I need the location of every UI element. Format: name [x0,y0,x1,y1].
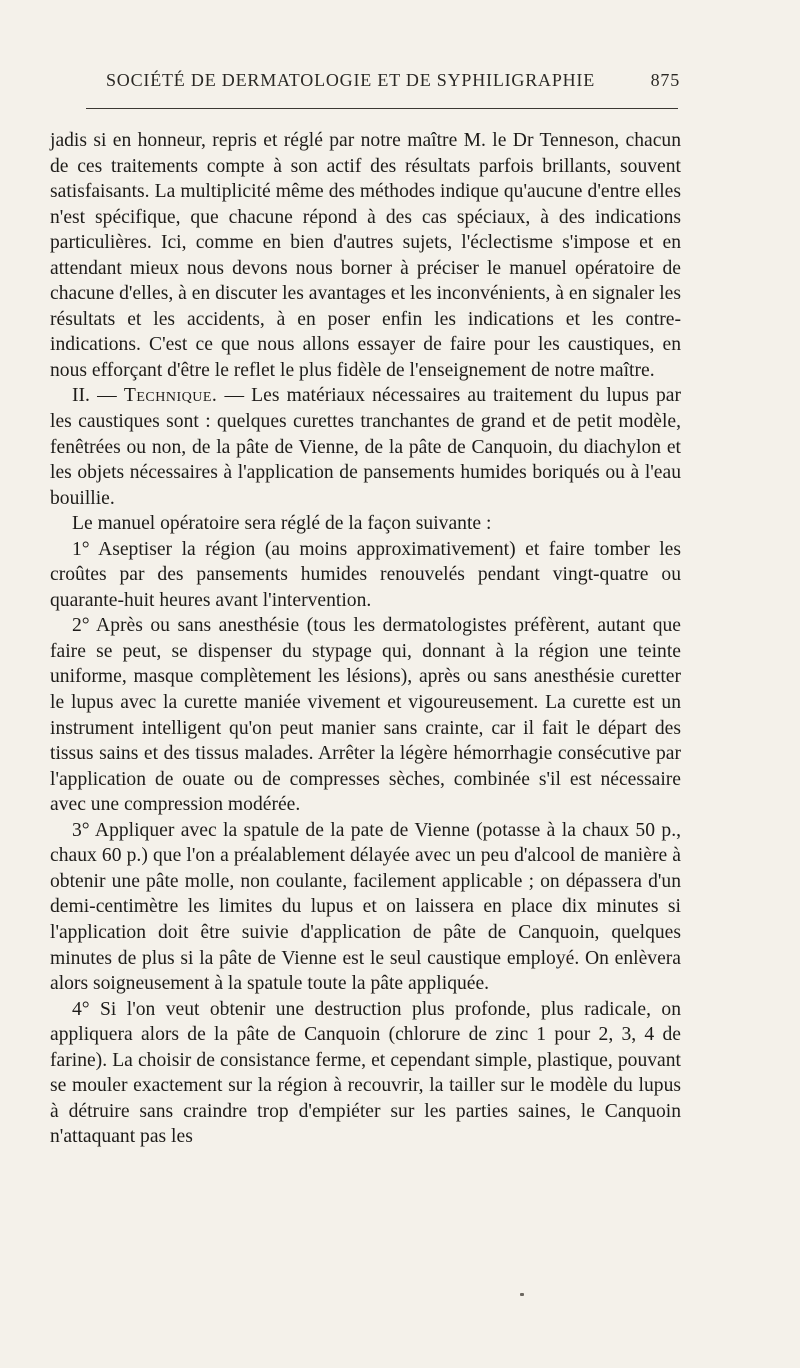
running-title: SOCIÉTÉ DE DERMATOLOGIE ET DE SYPHILIGRAPHIE [106,70,596,90]
header-rule [86,108,678,109]
paragraph-step-2: 2° Après ou sans anesthésie (tous les dermatologistes préfèrent, autant que faire se peut, se dispenser du stypage qui, donnant à la région une teinte uniforme, masque complètement les lésions), après ou sans anesthésie curetter le lupus avec la curette maniée vivement et vigoureusement. La curette est un instrument intelligent qu'on peut manier sans crainte, car il fait le départ des tissus sains et des tissus malades. Arrêter la légère hémorrhagie consécutive par l'application de ouate ou de compresses sèches, combinée s'il est nécessaire avec une compression modérée. [50,615,681,816]
paragraph-section-ii [50,383,681,511]
running-header [106,70,680,91]
section-heading: Technique. [123,385,218,407]
paragraph-step-3: 3° Appliquer avec la spatule de la pate de Vienne (potasse à la chaux 50 p., chaux 60 p.) que l'on a préalablement délayée avec un peu d'alcool de manière à obtenir une pâte molle, non coulante, facilement applicable ; on dépassera d'un demi-centimètre les limites du lupus et on laissera en place dix minutes si l'application doit être suivie d'application de pâte de Canquoin, quelques minutes de plus si la pâte de Vienne est le seul caustique employé. On enlèvera alors soigneusement à la spatule toute la pâte appliquée. [50,819,681,995]
body-text [50,128,681,1150]
printer-mark [520,1293,524,1296]
section-number: II. — [72,385,117,407]
paragraph-manuel: Le manuel opératoire sera réglé de la façon suivante : [72,513,492,535]
paragraph-step-1: 1° Aseptiser la région (au moins approximativement) et faire tomber les croûtes par des pansements humides renouvelés pendant vingt-quatre ou quarante-huit heures avant l'intervention. [50,538,681,611]
paragraph-step-4: 4° Si l'on veut obtenir une destruction plus profonde, plus radicale, on appliquera alors de la pâte de Canquoin (chlorure de zinc 1 pour 2, 3, 4 de farine). La choisir de consistance ferme, et cependant simple, plastique, pouvant se mouler exactement sur la région à recouvrir, la tailler sur le modèle du lupus à détruire sans craindre trop d'empiéter sur les parties saines, le Canquoin n'attaquant pas les [50,998,681,1148]
section-text: — Les matériaux nécessaires au traitement du lupus par les caustiques sont : quelques curettes tranchantes de grand et de petit modèle, fenêtrées ou non, de la pâte de Vienne, de la pâte de Canquoin, du diachylon et les objets nécessaires à l'application de pansements humides boriqués ou à l'eau bouillie. [50,385,681,509]
page-number: 875 [650,70,680,90]
paragraph-intro: jadis si en honneur, repris et réglé par notre maître M. le Dr Tenneson, chacun de ces traitements compte à son actif des résultats parfois brillants, souvent satisfaisants. La multiplicité même des méthodes indique qu'aucune d'entre elles n'est spécifique, que chacune répond à des cas spéciaux, à des indications particulières. Ici, comme en bien d'autres sujets, l'éclectisme s'impose et en attendant mieux nous devons nous borner à préciser le manuel opératoire de chacune d'elles, à en discuter les avantages et les inconvénients, à en signaler les résultats et les accidents, à en poser enfin les indications et les contre-indications. C'est ce que nous allons essayer de faire pour les caustiques, en nous efforçant d'être le reflet le plus fidèle de l'enseignement de notre maître. [50,130,681,381]
